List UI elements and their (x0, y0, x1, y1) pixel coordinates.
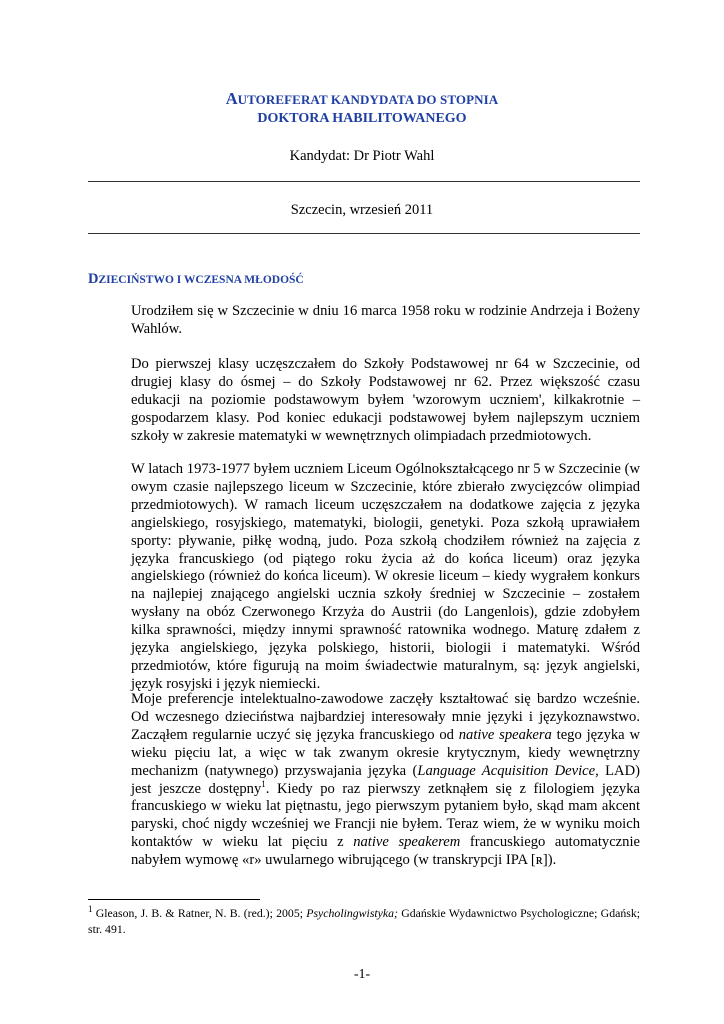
paragraph-high-school: W latach 1973-1977 byłem uczniem Liceum Ogólnokształcącego nr 5 w Szczecinie (w owym czasie najlepszego liceum w Szczecinie, które zbierało zwycięzców olimpiad przedmiotowych). W ramach liceum uczęszczałem na dodatkowe zajęcia z języka angielskiego, rosyjskiego, matematyki, biologii, genetyki. Poza szkołą uprawiałem sporty: pływanie, piłkę wodną, judo. Poza szkołą chodziłem również na zajęcia z języka francuskiego (od piątego roku życia aż do końca liceum) oraz języka angielskiego (również do końca liceum). W okresie liceum – kiedy wygrałem konkurs na najlepiej znającego angielski ucznia szkoły średniej w Szczecinie – zostałem wysłany na obóz Czerwonego Krzyża do Austrii (do Langenlois), gdzie zdobyłem kilka sprawności, między innymi sprawność ratownika wodnego. Maturę zdałem z języka angielskiego, języka polskiego, historii, biologii i matematyki. Wśród przedmiotów, które figurują na moim świadectwie maturalnym, są: język angielski, język rosyjski i język niemiecki. (131, 461, 640, 692)
page-number: -1- (353, 967, 371, 982)
place-date-line: Szczecin, wrzesień 2011 (290, 202, 434, 218)
footnote-separator (88, 899, 260, 900)
footnote: $^1$ Gleason, J. B. & Ratner, N. B. (red.); 2005; Psycholingwistyka; Gdańskie Wydawnictwo Psychologiczne; Gdańsk; str. 491. (88, 904, 640, 936)
document-title-line1: AUTOREFERAT KANDYDATA DO STOPNIA (225, 89, 499, 108)
paragraph-primary-school: Do pierwszej klasy uczęszczałem do Szkoły Podstawowej nr 64 w Szczecinie, od drugiej klasy do ósmej – do Szkoły Podstawowej nr 62. Przez większość czasu edukacji na poziomie podstawowym byłem 'wzorowym uczniem', kilkakrotnie – gospodarzem klasy. Pod koniec edukacji podstawowej byłem najlepszym uczniem szkoły w zakresie matematyki w wewnętrznych olimpiadach przedmiotowych. (131, 356, 640, 444)
paragraph-birth: Urodziłem się w Szczecinie w dniu 16 marca 1958 roku w rodzinie Andrzeja i Bożeny Wahlów. (131, 303, 640, 337)
section-heading: DZIECIŃSTWO I WCZESNA MŁODOŚĆ (88, 271, 304, 287)
document-title-line2: DOKTORA HABILITOWANEGO (257, 111, 467, 126)
candidate-line: Kandydat: Dr Piotr Wahl (289, 148, 435, 164)
divider-top (88, 181, 640, 182)
paragraph-preferences: Moje preferencje intelektualno-zawodowe zaczęły kształtować się bardzo wcześnie. Od wczesnego dzieciństwa najbardziej interesowały mnie języki i językoznawstwo. Zacząłem regularnie uczyć się języka francuskiego od native speakera tego języka w wieku pięciu lat, a więc w tak zwanym okresie krytycznym, kiedy wewnętrzny mechanizm (natywnego) przyswajania języka (Language Acquisition Device, LAD) jest jeszcze dostępny$^1$. Kiedy po raz pierwszy zetknąłem się z filologiem języka francuskiego w wieku lat piętnastu, jego pierwszym pytaniem było, skąd mam akcent paryski, choć nigdy wcześniej we Francji nie byłem. Teraz wiem, że w wyniku moich kontaktów w wieku lat pięciu z native speakerem francuskiego automatycznie nabyłem wymowę «r» uwularnego wibrującego (w transkrypcji IPA [ʀ]). (131, 691, 640, 869)
divider-bottom (88, 233, 640, 234)
footnote-reference: 1 (261, 778, 266, 789)
